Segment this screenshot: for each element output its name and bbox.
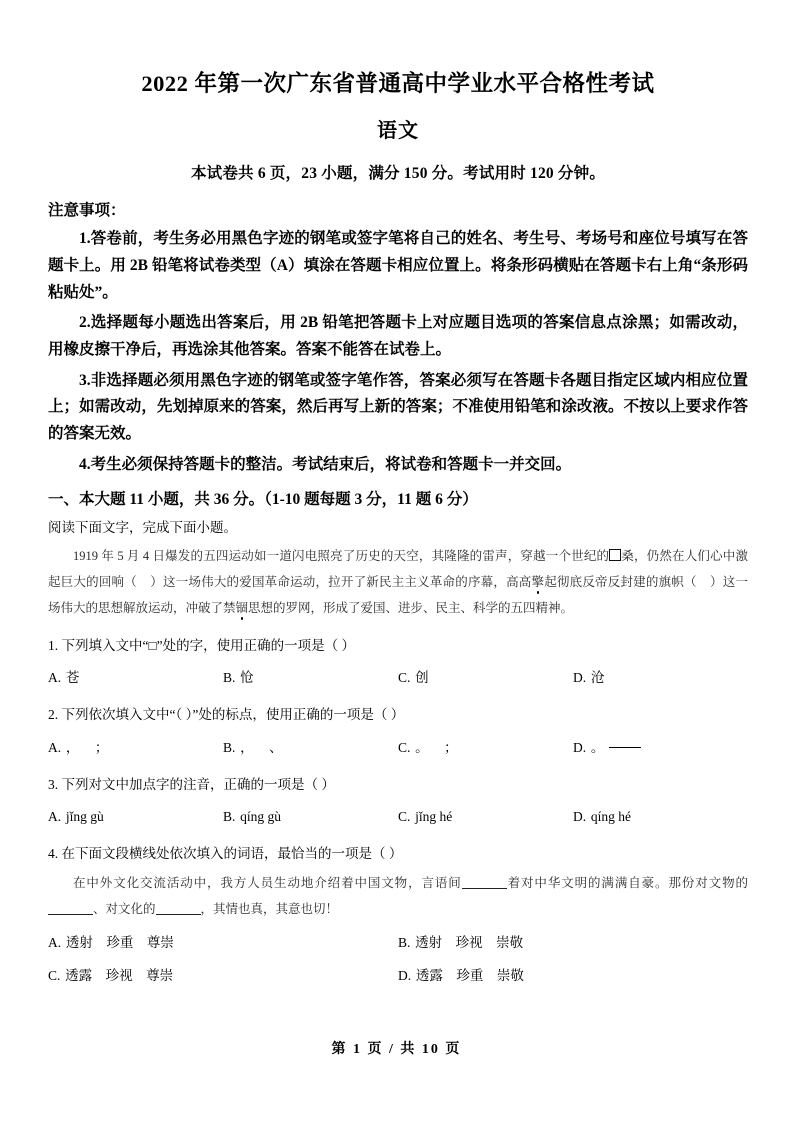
question-4-passage [48, 870, 748, 922]
option-label: C. [398, 809, 411, 825]
notice-item-2: 2.选择题每小题选出答案后，用 2B 铅笔把答题卡上对应题目选项的答案信息点涂黑；如需改动，用橡皮擦干净后，再选涂其他答案。答案不能答在试卷上。 [48, 314, 748, 358]
option-label: B. [223, 809, 236, 825]
question-4-options-row-1 [48, 932, 748, 955]
subject-title: 语文 [377, 120, 419, 143]
question-2-option-a[interactable] [48, 737, 223, 760]
question-4-stem: 4. 在下面文段横线处依次填入的词语，最恰当的一项是（ ） [48, 846, 403, 862]
q4-passage-text-5: ，其情也真，其意也切！ [200, 901, 339, 916]
passage-text-3: 仍然在人们心中激起巨大的回响（ [48, 548, 748, 589]
page-title: 2022 年第一次广东省普通高中学业水平合格性考试 [141, 71, 655, 96]
option-label: B. [223, 739, 236, 755]
option-label: B. [223, 670, 236, 686]
fill-blank-1 [462, 888, 507, 889]
question-1-option-c[interactable] [398, 667, 573, 690]
option-punct-second: ； [444, 739, 458, 755]
option-text: qíng hé [590, 809, 631, 825]
option-text: 透射 珍视 崇敬 [415, 934, 524, 950]
question-3-option-d[interactable] [573, 806, 748, 829]
question-1-option-b[interactable] [223, 667, 398, 690]
option-label: C. [48, 967, 61, 983]
option-label: B. [398, 934, 411, 950]
punctuation-blank-2 [697, 575, 710, 589]
notice-heading: 注意事项： [48, 202, 126, 220]
notice-item-1: 1.答卷前，考生务必用黑色字迹的钢笔或签字笔将自己的姓名、考生号、考场号和座位号填写在答题卡上。用 2B 铅笔将试卷类型（A）填涂在答题卡相应位置上。将条形码横贴在答题卡右上角“条形码粘贴处”。 [48, 230, 748, 301]
option-label: A. [48, 809, 62, 825]
q4-passage-text-1: 在中外文化交流活动中，我方人员生动地介绍着中国文物，言语间 [73, 875, 462, 890]
question-1-options [48, 667, 748, 690]
question-2-option-b[interactable] [223, 737, 398, 760]
option-label: D. [573, 809, 587, 825]
option-punct-first: ， [240, 739, 254, 755]
reading-passage [48, 543, 748, 621]
option-label: A. [48, 739, 62, 755]
question-3-options [48, 806, 748, 829]
passage-text-7: 思想的罗网，形成了爱国、进 [248, 600, 411, 615]
question-1-option-d[interactable] [573, 667, 748, 690]
option-text: 沧 [590, 670, 605, 686]
option-text: qíng gù [240, 809, 281, 825]
question-3-option-c[interactable] [398, 806, 573, 829]
fill-blank-2 [48, 914, 93, 915]
option-text: 苍 [65, 670, 80, 686]
q4-passage-text-2: 着对中华文明的满满自豪。 [506, 875, 669, 890]
blank-box-placeholder [609, 549, 621, 561]
passage-text-1: 1919 年 5 月 4 日爆发的五四运动如一道闪电照亮了历史的天空，其隆隆的雷声，穿越一个世纪的 [73, 548, 610, 563]
notice-item-4: 4.考生必须保持答题卡的整洁。考试结束后，将试卷和答题卡一并交回。 [79, 455, 572, 473]
passage-text-5: 起彻底反帝反封建的旗帜（ [544, 574, 697, 589]
passage-text-4: ）这一场伟大的爱国革命运动，拉开了新民主主义革命的序幕，高高 [150, 574, 532, 589]
option-text: jǐng gù [65, 809, 104, 825]
option-label: A. [48, 934, 62, 950]
punctuation-blank-1 [137, 575, 150, 589]
option-label: D. [573, 670, 587, 686]
option-text: 创 [415, 670, 429, 686]
section-one-instruction: 阅读下面文字，完成下面小题。 [48, 520, 237, 536]
question-2-option-d[interactable] [573, 737, 748, 760]
question-2-stem: 2. 下列依次填入文中“（ ）”处的标点，使用正确的一项是（ ） [48, 707, 405, 723]
option-text: 透射 珍重 尊崇 [65, 934, 174, 950]
question-2-option-c[interactable] [398, 737, 573, 760]
passage-text-6: ）这一场伟大的思想解放运动，冲破了禁 [48, 574, 748, 615]
q4-passage-text-4: 、对文化的 [93, 901, 156, 916]
question-2-options [48, 737, 748, 760]
option-label: D. [398, 967, 412, 983]
passage-text-2: 桑， [621, 548, 647, 563]
question-3-option-b[interactable] [223, 806, 398, 829]
question-1-option-a[interactable] [48, 667, 223, 690]
passage-text-8: 步、民主、科学的五四精神。 [410, 600, 574, 615]
question-3-stem: 3. 下列对文中加点字的注音，正确的一项是（ ） [48, 776, 335, 792]
option-punct-first: 。 [590, 739, 605, 755]
question-1-stem: 1. 下列填入文中“□”处的字，使用正确的一项是（ ） [48, 637, 356, 653]
option-punct-second: 、 [269, 739, 283, 755]
page-content [48, 0, 748, 988]
question-3-option-a[interactable] [48, 806, 223, 829]
page-footer: 第 1 页 / 共 10 页 [331, 1042, 462, 1057]
option-punct-first: ， [65, 739, 80, 755]
option-text: 透露 珍重 崇敬 [415, 967, 524, 983]
option-label: C. [398, 670, 411, 686]
em-dash-mark [609, 747, 641, 748]
fill-blank-3 [156, 914, 201, 915]
option-text: 透露 珍视 尊崇 [65, 967, 174, 983]
question-4-option-b[interactable] [398, 932, 748, 955]
option-label: A. [48, 670, 62, 686]
q4-passage-text-3: 那份对文物的 [668, 875, 748, 890]
option-label: D. [573, 739, 587, 755]
notice-item-3: 3.非选择题必须用黑色字迹的钢笔或签字笔作答，答案必须写在答题卡各题目指定区域内相应位置上；如需改动，先划掉原来的答案，然后再写上新的答案；不准使用铅笔和涂改液。不按以上要求作答的答案无效。 [48, 371, 748, 442]
exam-meta-line: 本试卷共 6 页，23 小题，满分 150 分。考试用时 120 分钟。 [190, 165, 606, 183]
option-punct-second: ； [94, 739, 109, 755]
question-4-options-row-2 [48, 965, 748, 988]
question-4-option-d[interactable] [398, 965, 748, 988]
emphasis-char-qing: 擎 [531, 574, 545, 589]
option-text: 怆 [240, 670, 254, 686]
option-label: C. [398, 739, 411, 755]
question-4-option-c[interactable] [48, 965, 398, 988]
emphasis-char-gu: 锢 [235, 600, 249, 615]
section-one-heading: 一、本大题 11 小题，共 36 分。（1-10 题每题 3 分，11 题 6 分） [48, 491, 478, 509]
option-punct-first: 。 [415, 739, 429, 755]
option-text: jǐng hé [415, 809, 453, 825]
question-4-option-a[interactable] [48, 932, 398, 955]
